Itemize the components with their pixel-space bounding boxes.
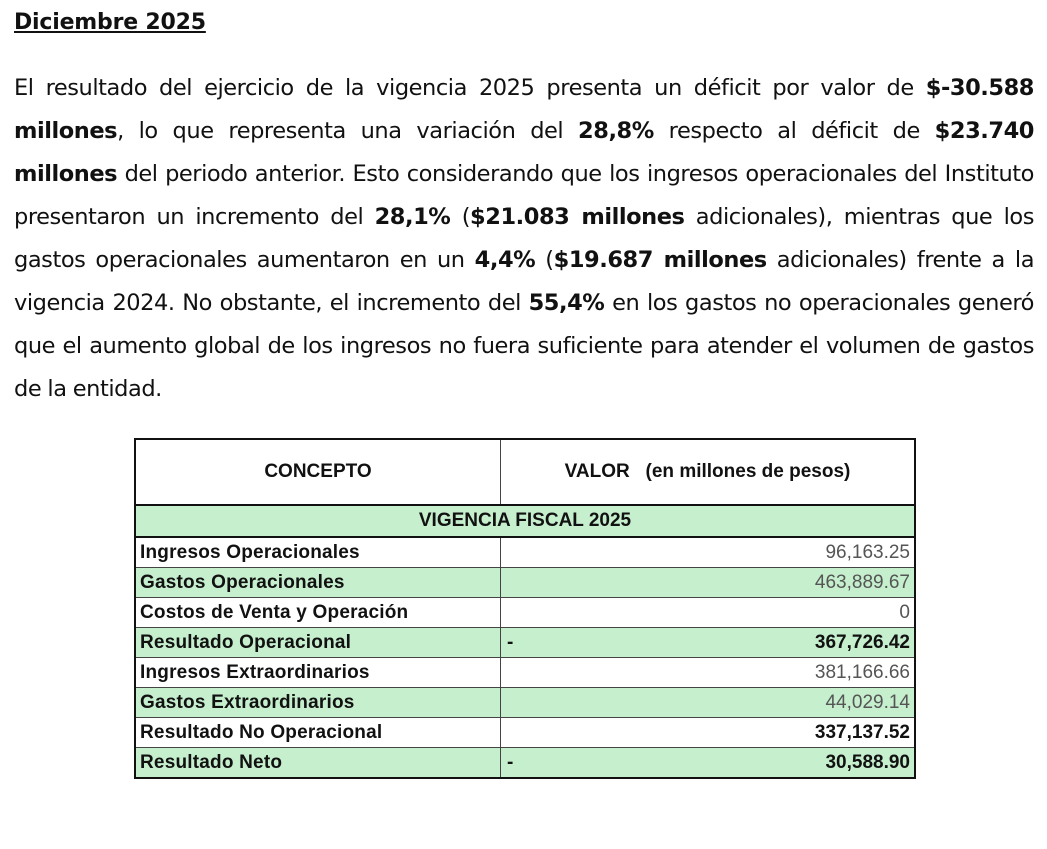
value-number: 337,137.52 [814, 721, 910, 743]
financial-results-table [134, 438, 916, 779]
expense-increase-percent: 4,4% [474, 247, 536, 273]
section-row [135, 505, 915, 537]
value-cell [501, 658, 916, 688]
value-number: 96,163.25 [825, 541, 910, 563]
section-title: VIGENCIA FISCAL 2025 [135, 505, 915, 537]
value-cell [501, 688, 916, 718]
value-cell [501, 748, 916, 779]
concept-cell: Ingresos Operacionales [135, 537, 501, 568]
table-row [135, 598, 915, 628]
value-cell [501, 718, 916, 748]
text-run: adicionales) frente a la vigencia 2024. No obstante, el incremento del [14, 247, 1035, 316]
variation-percent: 28,8% [578, 118, 654, 144]
concept-cell: Ingresos Extraordinarios [135, 658, 501, 688]
table-row [135, 537, 915, 568]
concept-cell: Resultado No Operacional [135, 718, 501, 748]
concept-cell: Costos de Venta y Operación [135, 598, 501, 628]
table-row [135, 568, 915, 598]
table-row [135, 718, 915, 748]
nonop-expense-increase-percent: 55,4% [528, 290, 605, 316]
text-run: adicionales), mientras que los gastos operacionales aumentaron en un [14, 204, 1034, 273]
text-run: ( [450, 204, 471, 230]
value-number: 463,889.67 [814, 571, 910, 593]
sign-marker: - [507, 751, 514, 773]
text-run: El resultado del ejercicio de la vigencia 2025 presenta un déficit por valor de [14, 75, 926, 101]
value-cell [501, 628, 916, 658]
column-header-concept: CONCEPTO [135, 439, 501, 505]
income-increase-value: $21.083 millones [470, 204, 685, 230]
table-row [135, 748, 915, 779]
column-header-value: VALOR (en millones de pesos) [501, 439, 916, 505]
value-number: 381,166.66 [814, 661, 910, 683]
concept-cell: Gastos Operacionales [135, 568, 501, 598]
expense-increase-value: $19.687 millones [553, 247, 767, 273]
text-run: ( [535, 247, 554, 273]
value-number: 0 [899, 601, 910, 623]
income-increase-percent: 28,1% [374, 204, 451, 230]
value-cell [501, 537, 916, 568]
concept-cell: Resultado Neto [135, 748, 501, 779]
concept-cell: Resultado Operacional [135, 628, 501, 658]
table-row [135, 688, 915, 718]
table-row [135, 628, 915, 658]
deficit-value: $-30.588 millones [14, 75, 1034, 144]
sign-marker: - [507, 631, 514, 653]
page-title: Diciembre 2025 [14, 10, 206, 35]
text-run: en los gastos no operacionales generó que el aumento global de los ingresos no fuera suficiente para atender el volumen de gastos de la entidad. [14, 290, 1034, 402]
value-number: 30,588.90 [825, 751, 910, 773]
concept-cell: Gastos Extraordinarios [135, 688, 501, 718]
text-run: respecto al déficit de [653, 118, 935, 144]
text-run: , lo que representa una variación del [117, 118, 579, 144]
value-cell [501, 598, 916, 628]
prior-deficit-value: $23.740 millones [14, 118, 1034, 187]
table-row [135, 658, 915, 688]
summary-paragraph [14, 67, 1034, 411]
table-header-row [135, 439, 915, 505]
value-cell [501, 568, 916, 598]
text-run: del periodo anterior. Esto considerando que los ingresos operacionales del Instituto presentaron un incremento del [14, 161, 1034, 230]
value-number: 44,029.14 [825, 691, 910, 713]
value-number: 367,726.42 [814, 631, 910, 653]
